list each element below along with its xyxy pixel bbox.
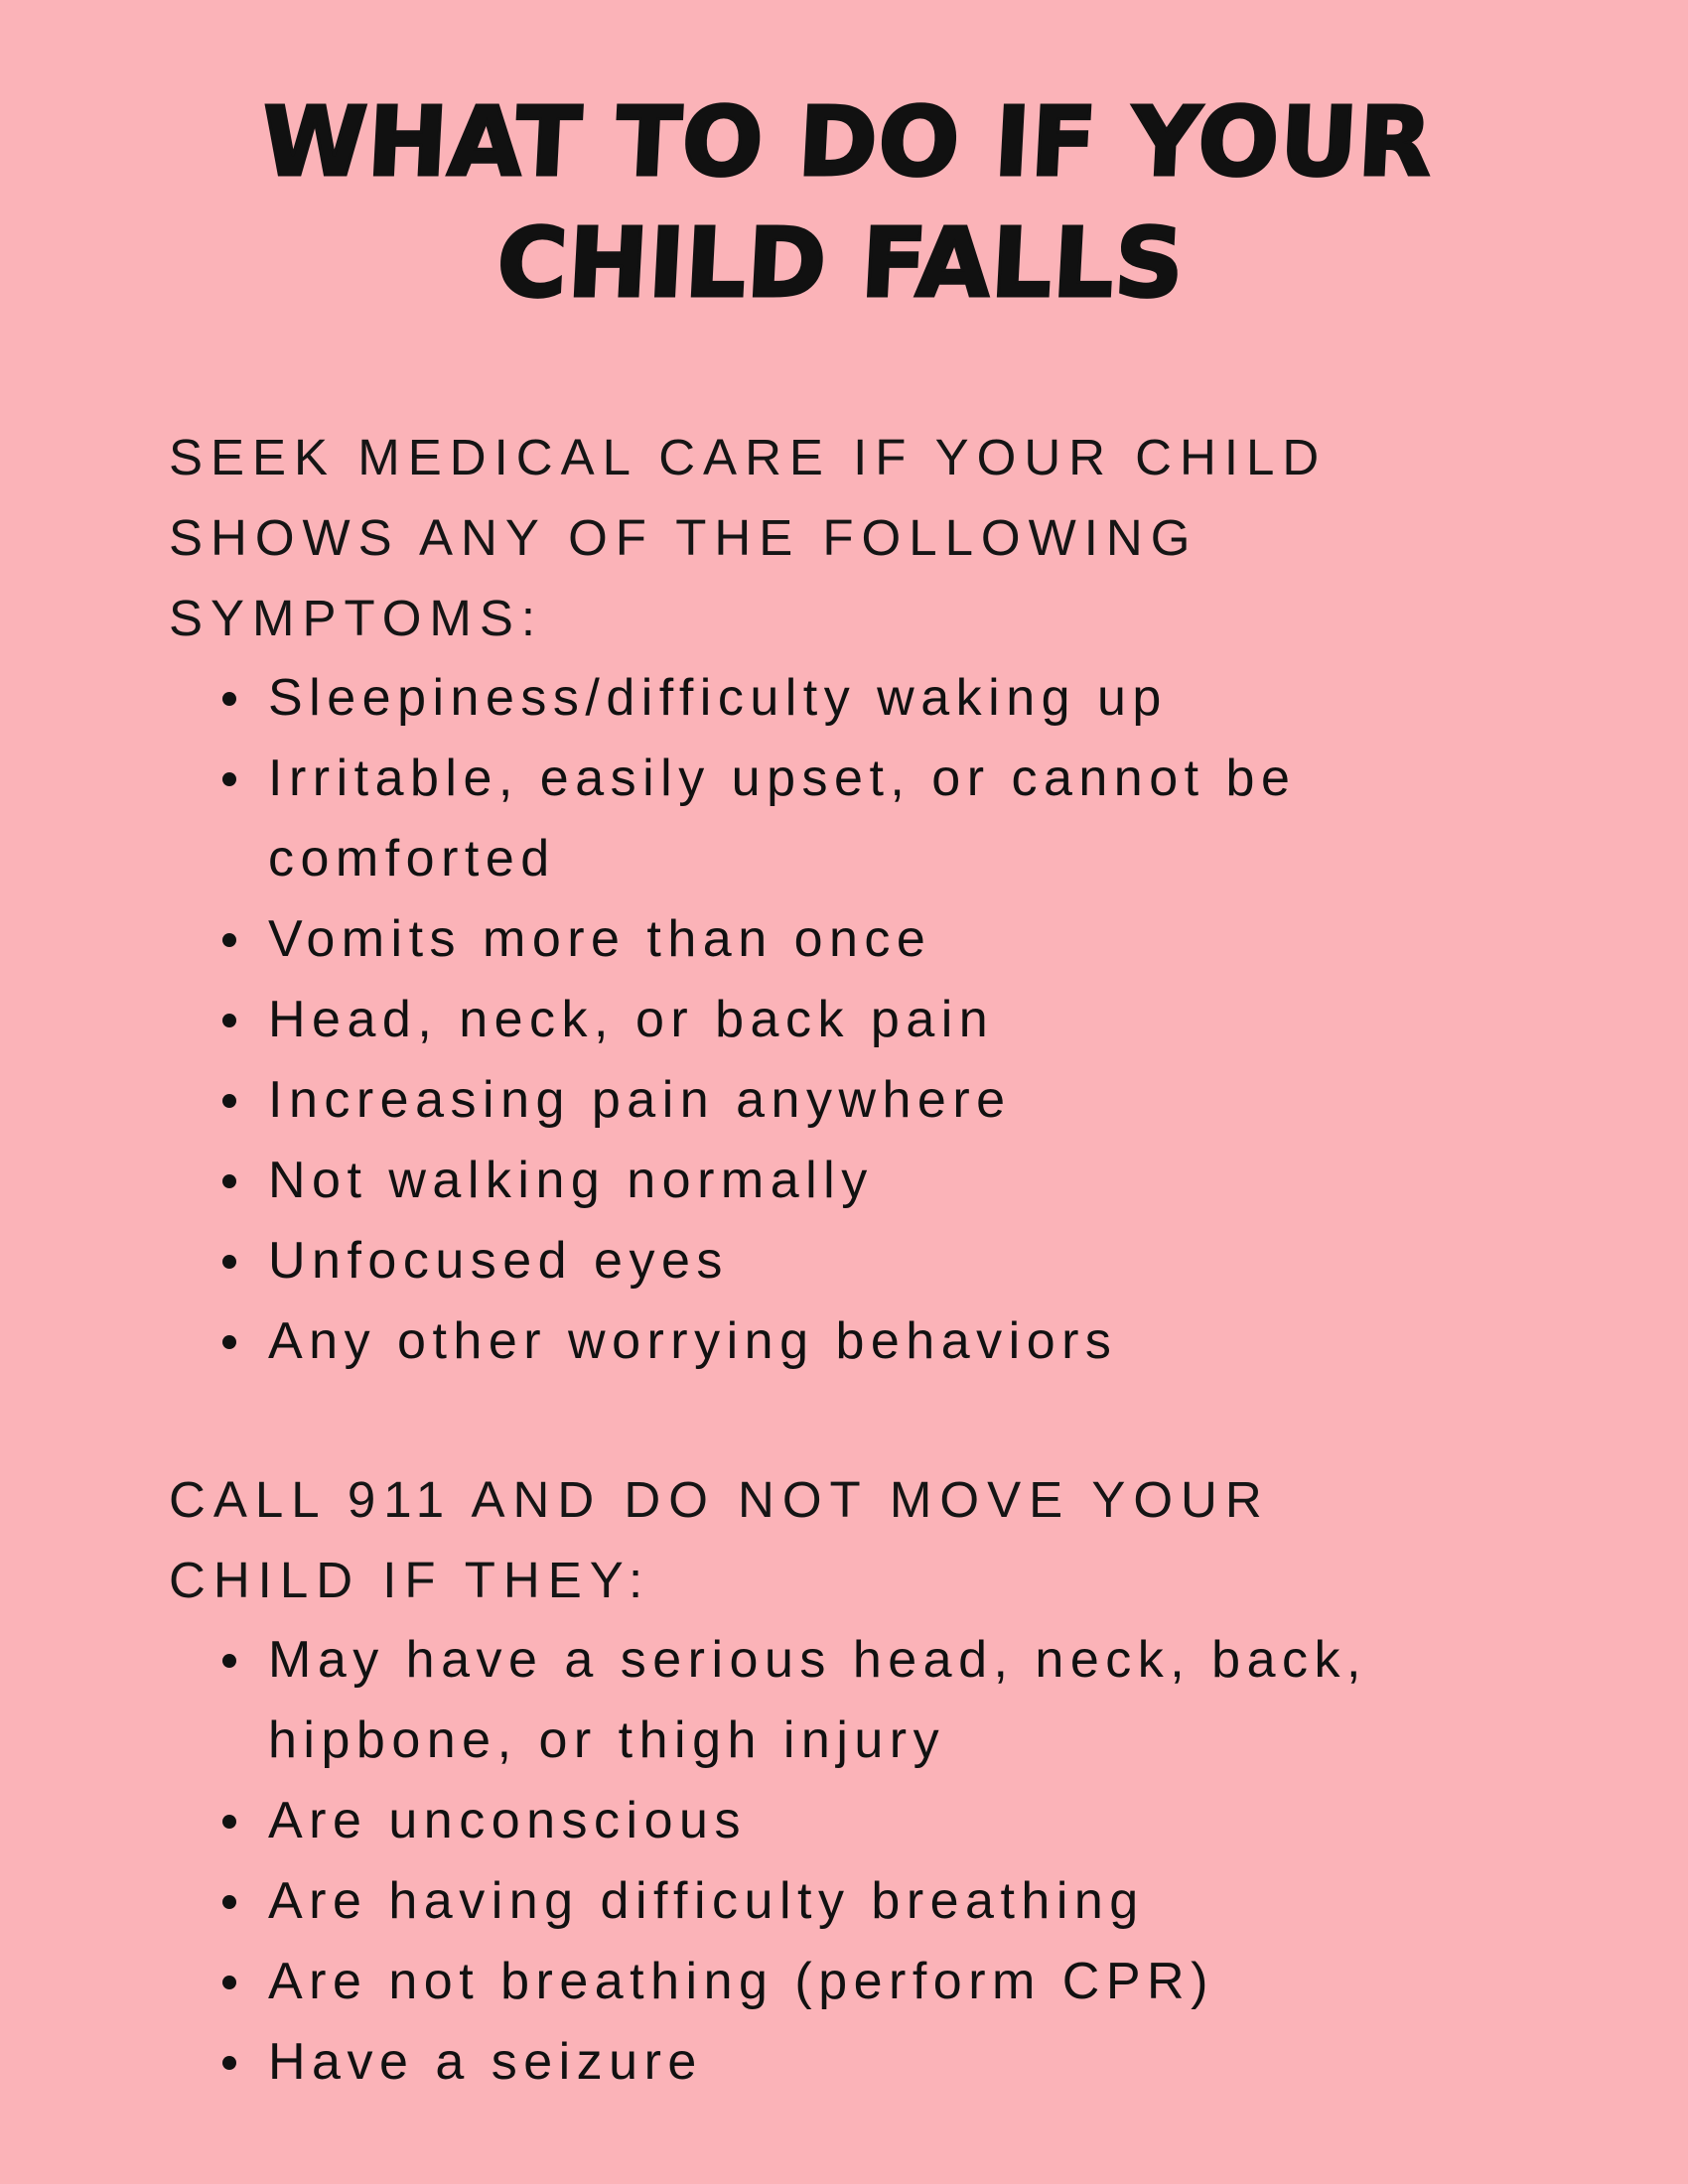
- symptom-item: Increasing pain anywhere: [268, 1060, 1559, 1141]
- emergency-item: Have a seizure: [268, 2022, 1559, 2103]
- call-911-section: [169, 1459, 1559, 2103]
- symptom-item: Not walking normally: [268, 1141, 1559, 1221]
- symptom-item: Sleepiness/difficulty waking up: [268, 658, 1559, 739]
- emergency-list: [169, 1620, 1559, 2103]
- symptom-item: Any other worrying behaviors: [268, 1301, 1559, 1382]
- title-line-1: WHAT TO DO IF YOUR: [258, 86, 1436, 198]
- symptom-item: Unfocused eyes: [268, 1221, 1559, 1301]
- symptom-item: Vomits more than once: [268, 899, 1559, 980]
- heading-line: CALL 911 AND DO NOT MOVE YOUR: [169, 1471, 1270, 1528]
- symptom-item: Irritable, easily upset, or cannot be comforted: [268, 739, 1559, 899]
- heading-line: CHILD IF THEY:: [169, 1552, 651, 1608]
- symptoms-list: [169, 658, 1559, 1382]
- heading-line: SHOWS ANY OF THE FOLLOWING: [169, 509, 1198, 566]
- seek-medical-care-section: [169, 417, 1559, 1382]
- emergency-item: Are not breathing (perform CPR): [268, 1942, 1559, 2022]
- symptom-item: Head, neck, or back pain: [268, 980, 1559, 1060]
- heading-line: SYMPTOMS:: [169, 590, 544, 646]
- emergency-item: Are unconscious: [268, 1781, 1559, 1861]
- heading-line: SEEK MEDICAL CARE IF YOUR CHILD: [169, 429, 1328, 485]
- title-line-2: CHILD FALLS: [493, 207, 1188, 319]
- seek-medical-care-heading: [169, 417, 1559, 658]
- page-title: [0, 81, 1688, 324]
- emergency-item: May have a serious head, neck, back, hipbone, or thigh injury: [268, 1620, 1559, 1781]
- call-911-heading: [169, 1459, 1559, 1620]
- emergency-item: Are having difficulty breathing: [268, 1861, 1559, 1942]
